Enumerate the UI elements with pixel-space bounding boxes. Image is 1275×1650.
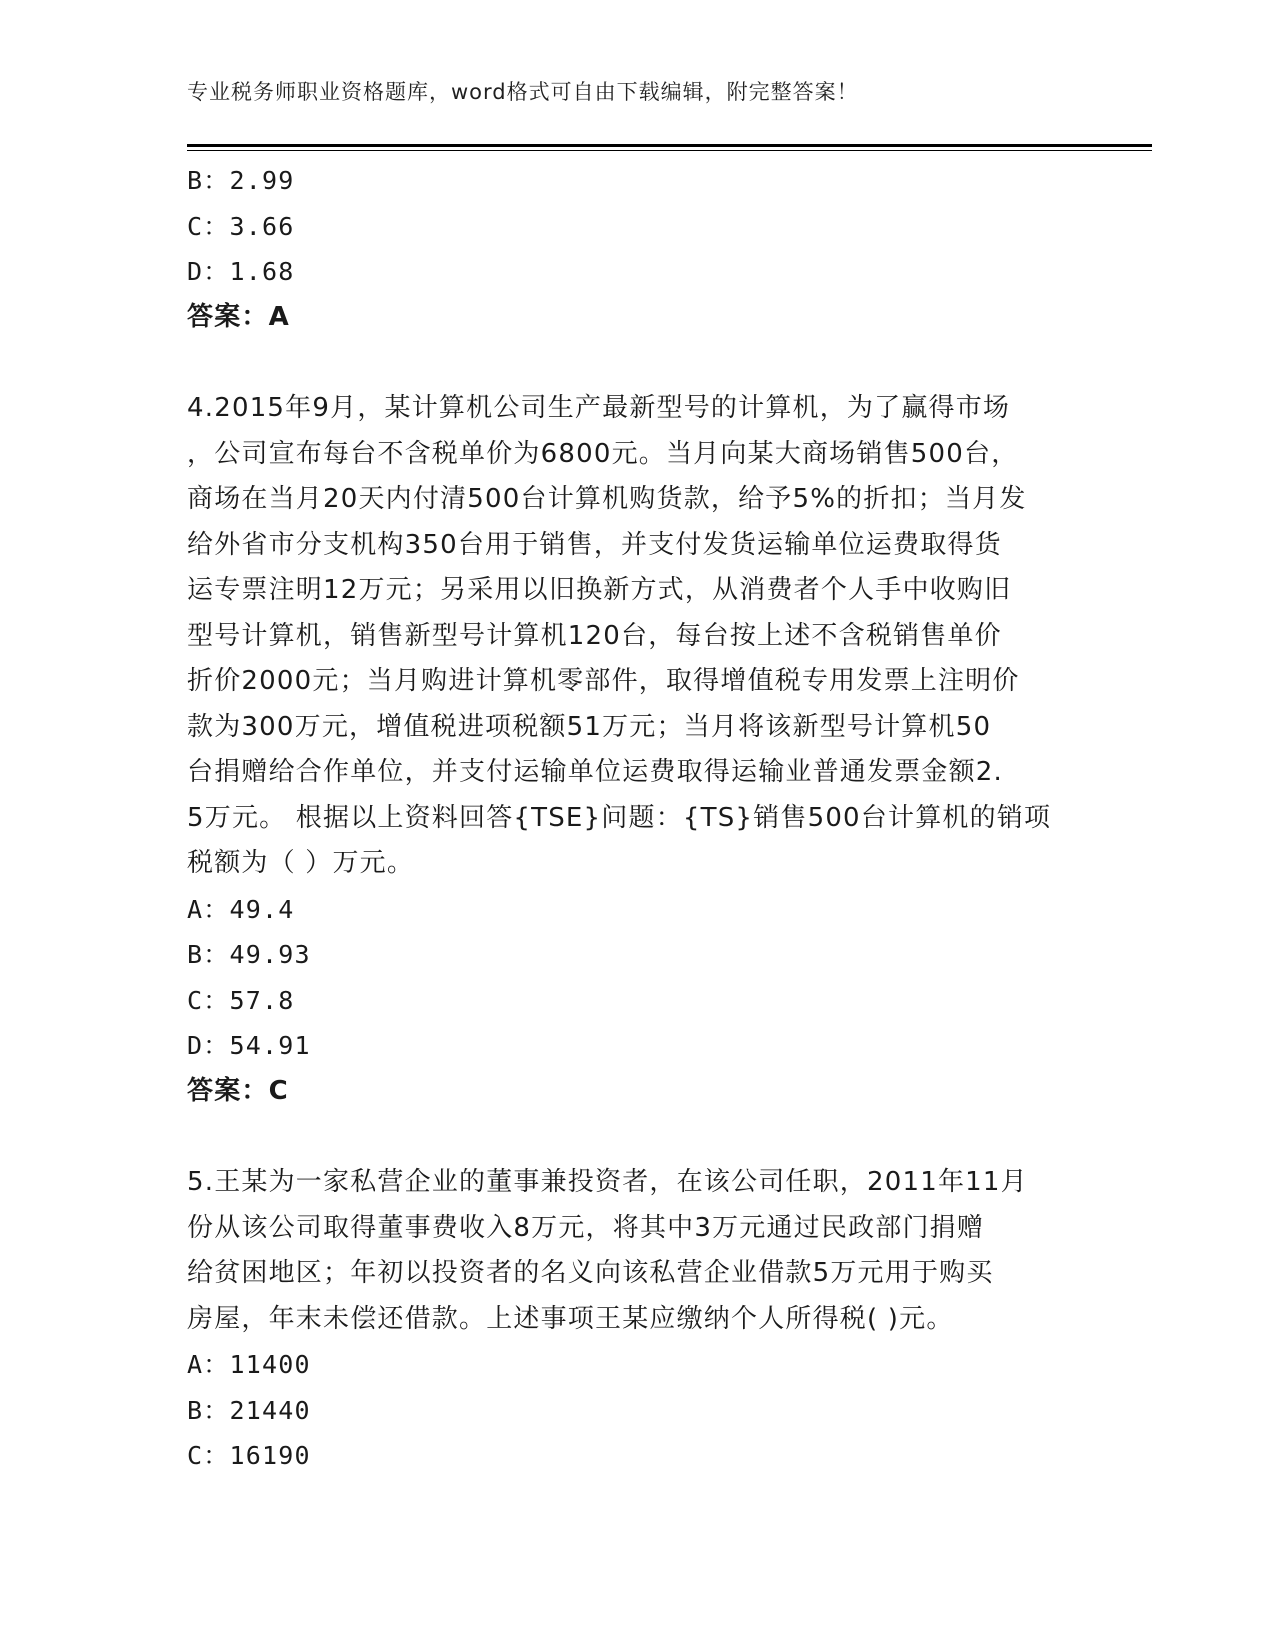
question-4 [187,386,1087,1114]
question-text-line: 4.2015年9月，某计算机公司生产最新型号的计算机，为了赢得市场 [187,393,1011,423]
question-text-line: 台捐赠给合作单位，并支付运输单位运费取得运输业普通发票金额2. [187,757,1004,787]
question-text-line: 给贫困地区；年初以投资者的名义向该私营企业借款5万元用于购买 [187,1258,994,1288]
question-text-line: 款为300万元，增值税进项税额51万元；当月将该新型号计算机50 [187,711,992,742]
question-text-line: 5万元。 根据以上资料回答{TSE}问题：{TS}销售500台计算机的销项 [187,802,1052,833]
question-text-line: ，公司宣布每台不含税单价为6800元。当月向某大商场销售500台， [187,438,1019,469]
page-header: 专业税务师职业资格题库，word格式可自由下载编辑，附完整答案！ [187,80,859,104]
option-c: C：16190 [187,1441,311,1470]
question-text-line: 房屋，年末未偿还借款。上述事项王某应缴纳个人所得税( )元。 [187,1303,954,1334]
question-text-line: 5.王某为一家私营企业的董事兼投资者，在该公司任职，2011年11月 [187,1167,1028,1197]
header-rule-thick [187,144,1152,147]
question-text-line: 商场在当月20天内付清500台计算机购货款，给予5%的折扣；当月发 [187,484,1027,514]
answer: 答案：C [187,1075,289,1106]
option-a: A：11400 [187,1350,311,1379]
question-content [187,158,1087,1479]
question-text-line: 份从该公司取得董事费收入8万元，将其中3万元通过民政部门捐赠 [187,1212,985,1243]
spacer [187,1114,1087,1160]
spacer [187,340,1087,386]
option-d: D：54.91 [187,1031,311,1060]
option-a: A：49.4 [187,894,295,924]
question-text-line: 运专票注明12万元；另采用以旧换新方式，从消费者个人手中收购旧 [187,575,1012,605]
question-text-line: 型号计算机，销售新型号计算机120台，每台按上述不含税销售单价 [187,620,1002,651]
option-d: D：1.68 [187,257,295,286]
option-c: C：3.66 [187,211,295,241]
option-b: B：49.93 [187,940,311,969]
answer: 答案：A [187,301,290,332]
question-3-tail [187,158,1087,340]
question-text-line: 折价2000元；当月购进计算机零部件，取得增值税专用发票上注明价 [187,666,1020,696]
option-c: C：57.8 [187,985,295,1015]
question-5 [187,1160,1087,1479]
question-text-line: 税额为（ ）万元。 [187,848,415,878]
question-text-line: 给外省市分支机构350台用于销售，并支付发货运输单位运费取得货 [187,529,1002,560]
header-rule-thin [187,150,1152,151]
option-b: B：21440 [187,1395,311,1425]
option-b: B：2.99 [187,166,295,195]
